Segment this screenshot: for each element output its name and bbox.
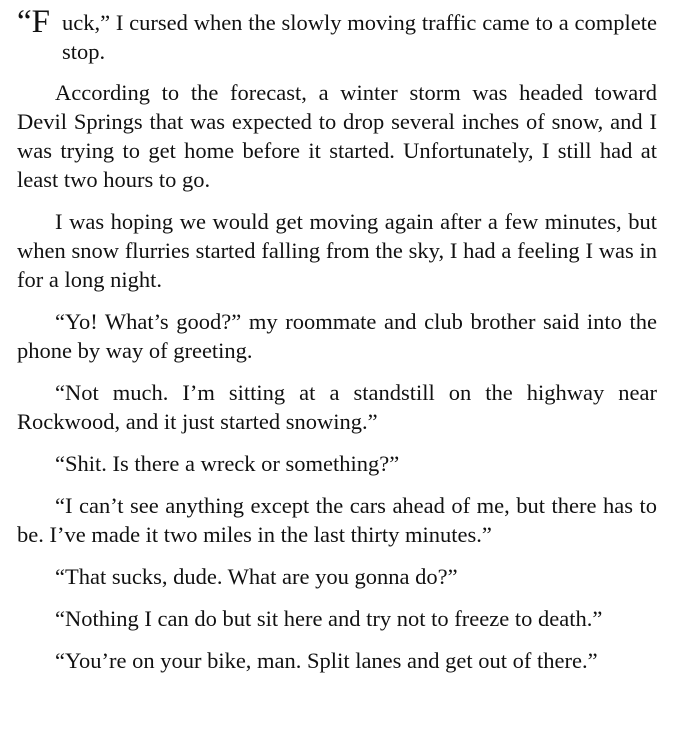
paragraph: I was hoping we would get moving again after a few minutes, but when snow flurries started falling from the sky, I had a feeling I was in for a long night.: [17, 209, 657, 292]
paragraph: “Yo! What’s good?” my roommate and club brother said into the phone by way of greeting.: [17, 309, 657, 363]
paragraph: “I can’t see anything except the cars ahead of me, but there has to be. I’ve made it two miles in the last thirty minutes.”: [17, 493, 657, 547]
paragraph: “Not much. I’m sitting at a standstill on the highway near Rockwood, and it just started snowing.”: [17, 380, 657, 434]
paragraph: According to the forecast, a winter storm was headed toward Devil Springs that was expected to drop several inches of snow, and I was trying to get home before it started. Unfortunately, I still had at least two hours to go.: [17, 80, 657, 192]
paragraph: “Shit. Is there a wreck or something?”: [55, 451, 400, 476]
paragraph: “You’re on your bike, man. Split lanes and get out of there.”: [55, 648, 598, 673]
book-page: [17, 4, 657, 688]
paragraph-opening: [17, 4, 657, 66]
paragraph-text: uck,” I cursed when the slowly moving traffic came to a complete stop.: [62, 10, 657, 64]
paragraph: “Nothing I can do but sit here and try not to freeze to death.”: [55, 606, 603, 631]
drop-cap: “F: [17, 4, 50, 40]
paragraph: “That sucks, dude. What are you gonna do?”: [55, 564, 458, 589]
